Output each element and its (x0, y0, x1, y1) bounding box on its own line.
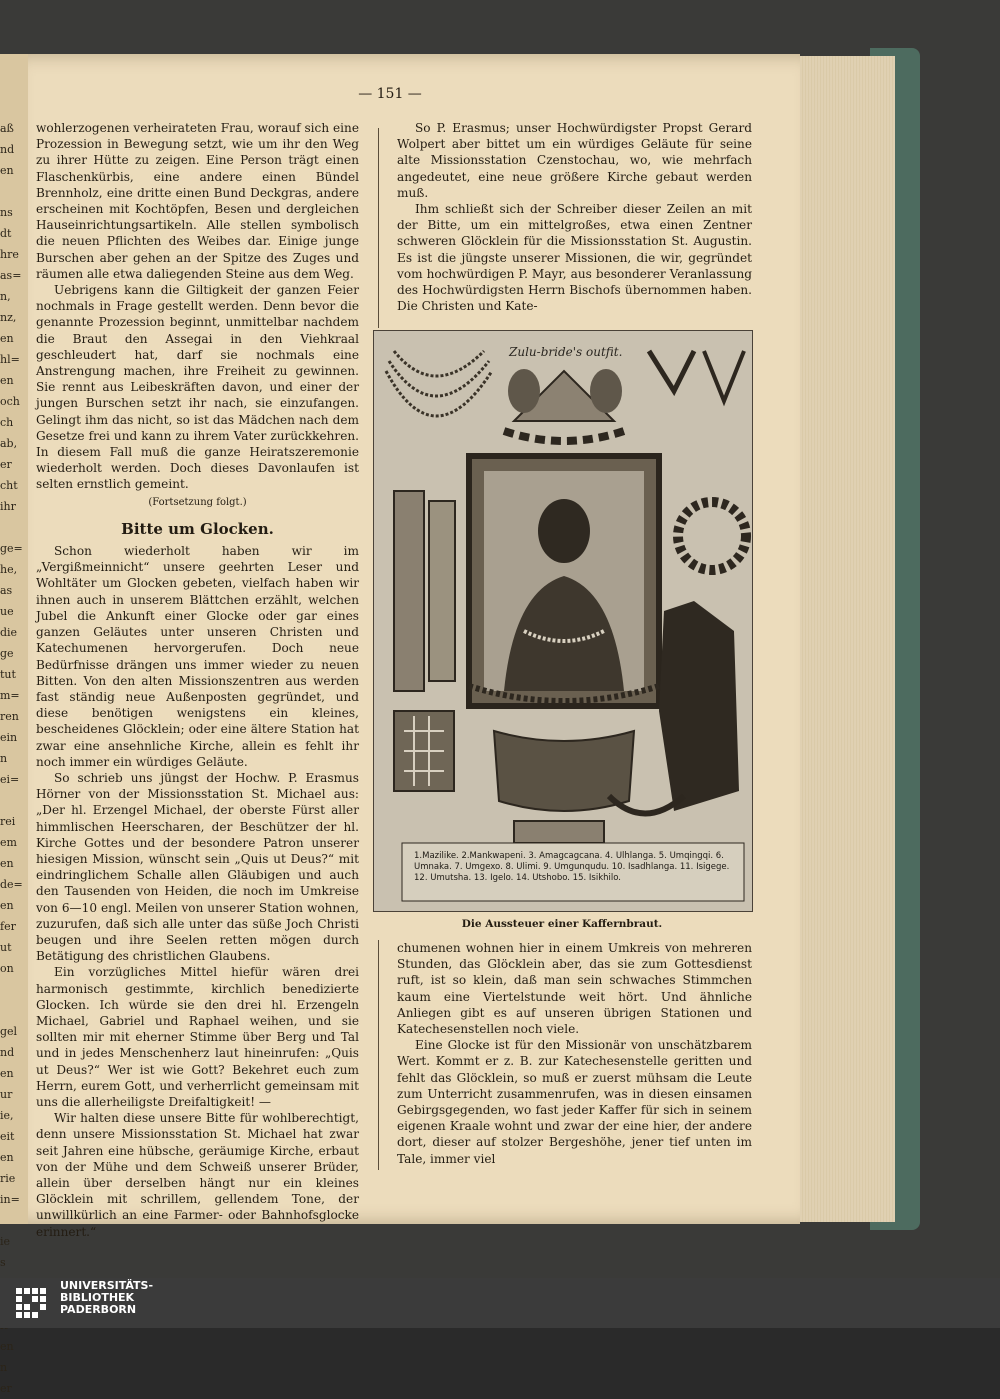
left-margin-fragment: ab, (0, 437, 18, 450)
left-margin-fragment (0, 790, 26, 811)
left-margin-fragment: er (0, 1382, 12, 1395)
left-margin-fragment: ei= (0, 773, 20, 786)
column-divider (378, 128, 379, 328)
figure-caption: Die Aussteuer einer Kaffernbraut. (461, 918, 663, 930)
left-margin-fragment: m= (0, 689, 20, 702)
figure-illustration (374, 331, 752, 911)
paragraph: Ein vorzügliches Mittel hiefür wären drei harmonisch gestimmte, kirchlich benedizierte Glocken. Ich würde sie den drei hl. Erzengeln Michael, Gabriel und Raphael weihen, und sie sollten mir mit eherner Stimme über Berg und Tal und in jedes Menschenherz laut hineinrufen: „Quis ut Deus?“ Wer ist wie Gott? Bekehret euch zum Herrn, eurem Gott, und verherrlicht gemeinsam mit uns die allerheiligste Dreifaltigkeit! — (36, 965, 359, 1109)
left-margin-fragment: en (0, 1067, 14, 1080)
left-margin-fragment: in= (0, 1193, 20, 1206)
left-page-fragments (0, 118, 26, 1399)
library-logo-icon (12, 1284, 52, 1324)
photo-label: Zulu-bride's outfit. (509, 345, 623, 359)
column-right-bottom (397, 940, 752, 1167)
left-margin-fragment: as (0, 584, 13, 597)
left-margin-fragment: as= (0, 269, 22, 282)
paragraph: Wir halten diese unsere Bitte für wohlberechtigt, denn unsere Missionsstation St. Michael hat zwar seit Jahren eine hübsche, geräumige Kirche, erbaut von der Mühe und dem Schweiß unserer Brüder, allein über derselben hängt nur ein kleines Glöcklein mit schrillem, gellendem Tone, der unwillkürlich an eine Farmer- oder Bahnhofsglocke erinnert.“ (36, 1111, 359, 1239)
left-margin-fragment: fer (0, 920, 16, 933)
paragraph: So schrieb uns jüngst der Hochw. P. Erasmus Hörner von der Missionsstation St. Michael aus: „Der hl. Erzengel Michael, der oberste Fürst aller himmlischen Heerscharen, der Beschützer der hl. Kirche Gottes und der besondere Patron unserer hiesigen Mission, wünscht sein „Quis ut Deus?“ mit eindringlichem Schalle allen Gläubigen und auch den Tausenden von Heiden, die noch im Umkreise von 6—10 engl. Meilen von unserer Station wohnen, zuzurufen, daß sich alle unter das süße Joch Christi beugen und ihre Seelen retten mögen durch Betätigung des christlichen Glaubens. (36, 770, 359, 964)
left-margin-fragment: de= (0, 878, 23, 891)
left-margin-fragment: dt (0, 227, 12, 240)
left-margin-fragment: ie (0, 1235, 11, 1248)
left-margin-fragment: em (0, 836, 17, 849)
left-margin-fragment: en (0, 899, 14, 912)
left-margin-fragment: cht (0, 479, 18, 492)
paragraph: chumenen wohnen hier in einem Umkreis von mehreren Stunden, das Glöcklein aber, das sie zum Gottesdienst ruft, ist so klein, daß man sein schwaches Stimmchen kaum eine Viertelstunde weit hört. Und ähnliche Anliegen gibt es auf unseren übrigen Stationen und Katechesenstellen noch viele. (397, 941, 752, 1037)
figure-zulu-bride-outfit (373, 330, 753, 912)
paragraph: Schon wiederholt haben wir im „Vergißmeinnicht“ unsere geehrten Leser und Wohltäter um Glocken gebeten, vielfach haben wir ihnen auch in unserem Blättchen erzählt, welchen Jubel die Ankunft einer Glocke oder gar eines ganzen Geläutes unter unseren Christen und Katechumenen hervorgerufen. Doch neue Bedürfnisse drängen uns immer wieder zu neuen Bitten. Von den alten Missionszentren aus werden fast ständig neue Außenposten gegründet, und diese benötigen wenigstens ein kleines, bescheidenes Glöcklein; oder eine ältere Station hat zwar eine ansehnliche Kirche, allein es fehlt ihr noch immer ein würdiges Geläute. (36, 544, 359, 769)
paragraph: wohlerzogenen verheirateten Frau, worauf sich eine Prozession in Bewegung setzt, wie um ihr den Weg zu ihrer Hütte zu zeigen. Eine Person trägt einen Flaschenkürbis, eine andere einen Bündel Brennholz, eine dritte einen Bund Deckgras, andere erscheinen mit Kochtöpfen, Besen und dergleichen Hauseinrichtungsartikeln. Alle stellen symbolisch die neuen Pflichten des Weibes dar. Einige junge Burschen aber gehen an der Spitze des Zuges und räumen alle etwa daliegenden Steine aus dem Weg. (36, 121, 359, 281)
left-margin-fragment (0, 181, 26, 202)
left-margin-fragment: die (0, 626, 18, 639)
library-name-line: UNIVERSITÄTS- (60, 1279, 154, 1292)
left-margin-fragment (0, 517, 26, 538)
left-margin-fragment: er (0, 458, 12, 471)
left-margin-fragment: ur (0, 1088, 13, 1101)
page-stack-edge (795, 56, 895, 1222)
left-margin-fragment: en (0, 374, 14, 387)
page-number: — 151 — (358, 86, 422, 102)
left-margin-fragment (0, 1210, 26, 1231)
left-margin-fragment: n (0, 752, 8, 765)
left-margin-fragment: en (0, 332, 14, 345)
paragraph: Uebrigens kann die Giltigkeit der ganzen Feier nochmals in Frage gestellt werden. Denn bevor die genannte Prozession beginnt, unmittelbar nachdem die Braut den Assegai in den Viehkraal geschleudert hat, darf sie nochmals eine Anstrengung machen, ihre Freiheit zu gewinnen. Sie rennt aus Leibeskräften davon, und einer der jungen Burschen setzt ihr nach, sie einzufangen. Gelingt ihm das nicht, so ist das Mädchen nach dem Gesetze frei und kann zu ihrem Vater zurückkehren. In diesem Fall muß die ganze Heiratszeremonie wiederholt werden. Doch dieses Davonlaufen ist selten ernstlich gemeint. (36, 283, 359, 492)
paragraph: Eine Glocke ist für den Missionär von unschätzbarem Wert. Kommt er z. B. zur Katechesenstelle geritten und fehlt das Glöcklein, so muß er zuerst mühsam die Leute zum Unterricht zusammenrufen, was in diesen einsamen Gebirgsgegenden, wo fast jeder Kaffer für sich in seinem eigenen Kraale wohnt und zwar der eine hier, der andere dort, dieser auf stolzer Bergeshöhe, jener tief unten im Tale, immer viel (397, 1038, 752, 1166)
paragraph: So P. Erasmus; unser Hochwürdigster Propst Gerard Wolpert aber bittet um ein würdiges Geläute für seine alte Missionsstation Czenstochau, wo, wie mehrfach angedeutet, eine neue größere Kirche gebaut werden muß. (397, 121, 752, 200)
library-name-line: PADERBORN (60, 1303, 137, 1316)
left-margin-fragment: rei (0, 815, 16, 828)
left-margin-fragment: n, (0, 290, 11, 303)
article-heading: Bitte um Glocken. (121, 519, 274, 538)
left-margin-fragment: rie (0, 1172, 16, 1185)
left-margin-fragment: ns (0, 206, 13, 219)
left-margin-fragment: ut (0, 941, 12, 954)
left-margin-fragment: en (0, 1340, 14, 1353)
left-margin-fragment: s (0, 1256, 6, 1269)
left-margin-fragment: eit (0, 1130, 15, 1143)
left-margin-fragment: en (0, 857, 14, 870)
continued-note: (Fortsetzung folgt.) (148, 496, 247, 508)
left-margin-fragment: och (0, 395, 20, 408)
left-margin-fragment: ge= (0, 542, 23, 555)
library-name-line: BIBLIOTHEK (60, 1291, 135, 1304)
figure-legend: 1.Mazilike. 2.Mankwapeni. 3. Amagcagcana. 4. Ulhlanga. 5. Umqingqi. 6. Umnaka. 7. Umgexo. 8. Ulimi. 9. Umgunqudu. 10. Isadhlanga. 11. Isigege. 12. Umutsha. 13. Igelo. 14. Utshobo. 15. Isikhilo. (414, 851, 730, 883)
left-margin-fragment: he, (0, 563, 18, 576)
paragraph: Ihm schließt sich der Schreiber dieser Zeilen an mit der Bitte, um ein mittelgroßes, etwa einen Zentner schweren Glöcklein für die Missionsstation St. Augustin. Es ist die jüngste unserer Missionen, die wir, gegründet vom hochwürdigen P. Mayr, aus besonderer Veranlassung des Hochwürdigsten Herrn Bischofs übernommen haben. Die Christen und Kate- (397, 202, 752, 314)
left-margin-fragment: ge (0, 647, 14, 660)
left-margin-fragment: gel (0, 1025, 18, 1038)
left-margin-fragment: n (0, 1361, 8, 1374)
left-margin-fragment: ch (0, 416, 14, 429)
column-right-top (397, 120, 752, 314)
left-margin-fragment: nd (0, 1046, 15, 1059)
left-margin-fragment (0, 1000, 26, 1021)
left-margin-fragment: on (0, 962, 14, 975)
left-margin-fragment: ren (0, 710, 19, 723)
left-margin-fragment: ein (0, 731, 18, 744)
left-margin-fragment: hre (0, 248, 19, 261)
left-margin-fragment: en (0, 1151, 14, 1164)
left-margin-fragment: tut (0, 668, 16, 681)
left-margin-fragment: aß (0, 122, 14, 135)
left-margin-fragment (0, 979, 26, 1000)
left-margin-fragment: hl= (0, 353, 20, 366)
column-divider (378, 940, 379, 1170)
left-margin-fragment: ihr (0, 500, 16, 513)
left-margin-fragment: en (0, 164, 14, 177)
left-margin-fragment: ue (0, 605, 14, 618)
left-margin-fragment: ie, (0, 1109, 14, 1122)
left-margin-fragment: nd (0, 143, 15, 156)
left-margin-fragment: nz, (0, 311, 17, 324)
column-left (36, 120, 359, 1240)
library-name (60, 1280, 153, 1316)
